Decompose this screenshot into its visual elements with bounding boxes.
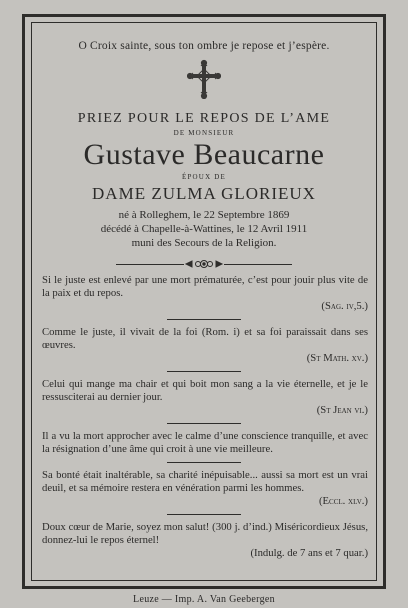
verse-2 — [36, 326, 372, 365]
verse-text: Il a vu la mort approcher avec le calme d’une conscience tranquille, et avec la résignation d’une âme qui croit à une vie meilleure. — [42, 430, 368, 455]
verse-source: (St Jean vi.) — [316, 404, 368, 416]
death-line: décédé à Chapelle-à-Wattines, le 12 Avril 1911 — [100, 223, 308, 235]
verse-source: (Eccl. xlv.) — [318, 495, 368, 507]
bio-block — [36, 208, 372, 250]
verse-4 — [36, 430, 372, 456]
sacraments-line: muni des Secours de la Religion. — [131, 237, 277, 249]
verse-1 — [36, 274, 372, 313]
cross-fleury-icon — [187, 59, 221, 99]
divider — [167, 423, 241, 424]
verse-source: (Indulg. de 7 ans et 7 quar.) — [250, 547, 368, 559]
divider — [167, 319, 241, 320]
verse-source: (St Math. xv.) — [306, 352, 368, 364]
divider — [167, 462, 241, 463]
verse-text: Sa bonté était inaltérable, sa charité inépuisable... aussi sa mort est un vrai deuil, et sa mémoire restera en vénération parmi les hommes. — [42, 469, 368, 494]
prayer-header: PRIEZ POUR LE REPOS DE L’AME — [77, 111, 331, 126]
verse-5 — [36, 469, 372, 508]
card-content — [36, 26, 372, 578]
verse-text: Si le juste est enlevé par une mort prématurée, c’est pour jouir plus vite de la paix et du repos. — [42, 274, 368, 299]
fleuron-ornament-icon — [104, 256, 304, 272]
verse-text: Comme le juste, il vivait de la foi (Rom. i) et sa foi paraissait dans ses œuvres. — [42, 326, 368, 351]
spouse-name: DAME ZULMA GLORIEUX — [92, 184, 316, 203]
birth-line: né à Rolleghem, le 22 Septembre 1869 — [118, 209, 290, 221]
motto: O Croix sainte, sous ton ombre je repose et j’espère. — [78, 40, 330, 52]
epoux-label: ÉPOUX DE — [181, 173, 226, 181]
deceased-name: Gustave Beaucarne — [83, 138, 325, 171]
verse-text: Doux cœur de Marie, soyez mon salut! (300 j. d’ind.) Miséricordieux Jésus, donnez-lui le repos éternel! — [42, 521, 368, 546]
verse-3 — [36, 378, 372, 417]
monsieur-label: DE MONSIEUR — [173, 129, 235, 137]
verse-source: (Sag. iv,5.) — [321, 300, 368, 312]
printer-credit: Leuze — Imp. A. Van Geebergen — [133, 594, 275, 605]
verse-6 — [36, 521, 372, 560]
verse-text: Celui qui mange ma chair et qui boit mon sang a la vie éternelle, et je le ressusciterai au dernier jour. — [42, 378, 368, 403]
divider — [167, 514, 241, 515]
divider — [167, 371, 241, 372]
